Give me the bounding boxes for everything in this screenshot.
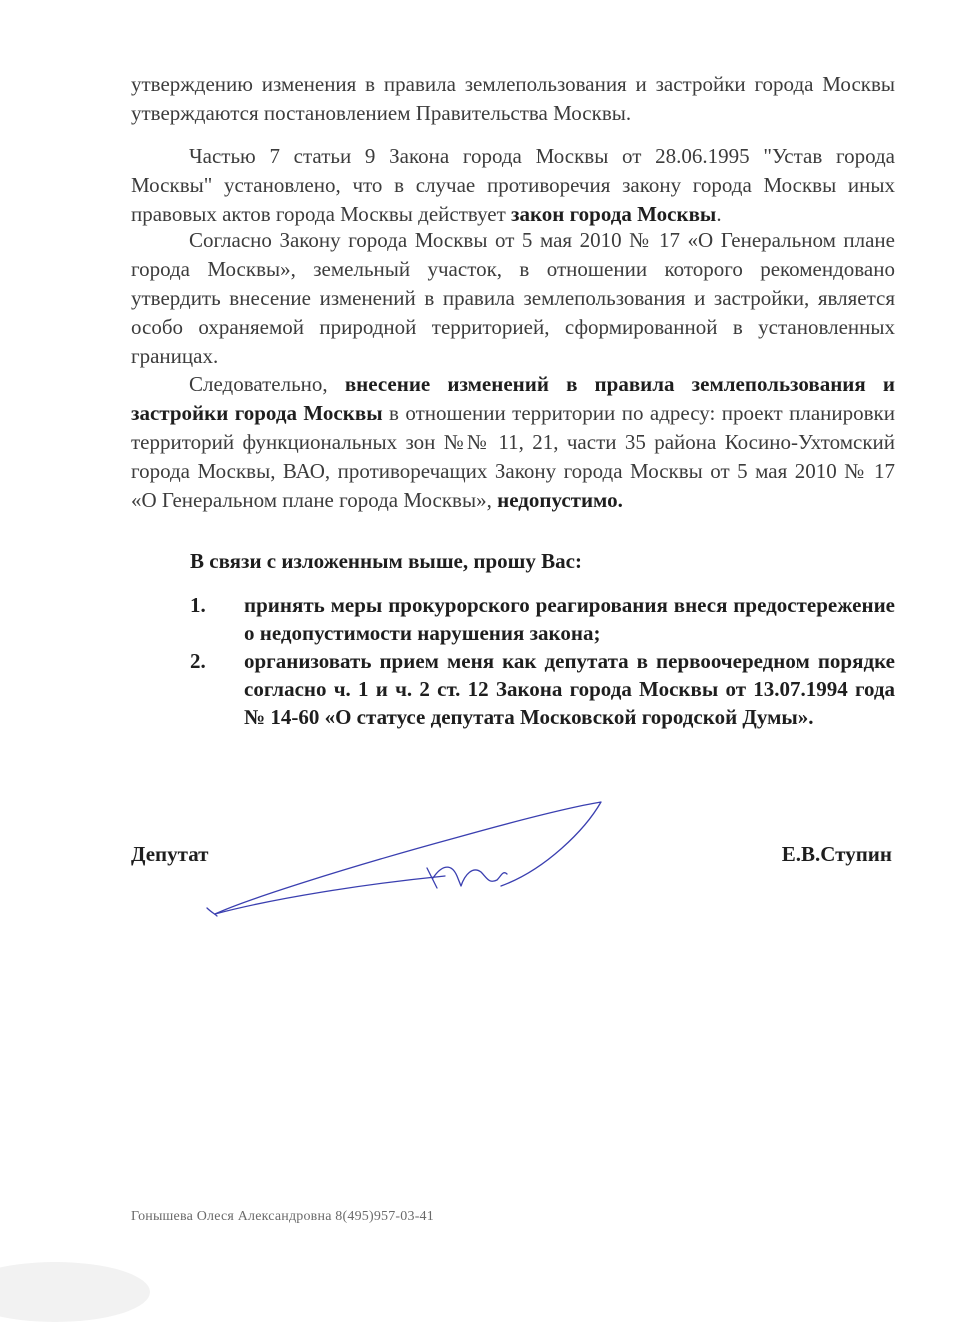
bold-text-run: внесение изменений в правила землепользования и застройки города Москвы <box>131 372 895 425</box>
paragraph-general-plan <box>131 226 895 371</box>
request-intro: В связи с изложенным выше, прошу Вас: <box>190 549 582 573</box>
signatory-role: Депутат <box>131 842 209 866</box>
bold-text-run: недопустимо. <box>497 488 623 512</box>
request-item <box>131 647 895 759</box>
request-number: 2. <box>190 649 206 673</box>
request-text: принять меры прокурорского реагирования внеся предостережение о недопустимости нарушения закона; <box>244 593 895 645</box>
request-text: организовать прием меня как депутата в первоочередном порядке согласно ч. 1 и ч. 2 ст. 12 Закона города Москвы от 13.07.1994 года № 14-60 «О статусе депутата Московской городской Думы». <box>244 649 895 729</box>
paragraph-text <box>131 70 895 128</box>
paragraph-text <box>131 226 895 371</box>
handwritten-signature <box>205 790 615 920</box>
paragraph-city-charter <box>131 142 895 229</box>
text-run: Частью 7 статьи 9 Закона города Москвы от 28.06.1995 "Устав города Москвы" установлено, что в случае противоречия закону города Москвы иных правовых актов города Москвы действует <box>131 144 895 226</box>
paragraph-text <box>131 370 895 515</box>
text-run: Следовательно, <box>189 372 345 396</box>
paragraph-conclusion <box>131 370 895 515</box>
signatory-name: Е.В.Ступин <box>781 842 892 866</box>
paragraph-text <box>131 142 895 229</box>
scan-corner-shadow <box>0 1262 150 1322</box>
text-run: утверждению изменения в правила землепользования и застройки города Москвы утверждаются постановлением Правительства Москвы. <box>131 72 895 125</box>
bold-text-run: закон города Москвы <box>511 202 717 226</box>
footer-contact: Гонышева Олеся Александровна 8(495)957-03-41 <box>131 1209 434 1224</box>
paragraph-continuation <box>131 70 895 128</box>
text-run: в отношении территории по адресу: проект планировки территорий функциональных зон №№ 11, 21, части 35 района Косино-Ухтомский города Москвы, ВАО, противоречащих Закону города Москвы от 5 мая 2010 № 17 «О Генеральном плане города Москвы», <box>131 401 895 512</box>
request-item <box>131 591 895 647</box>
request-number: 1. <box>190 593 206 617</box>
text-run: Согласно Закону города Москвы от 5 мая 2010 № 17 «О Генеральном плане города Москвы», земельный участок, в отношении которого рекомендовано утвердить внесение изменений в правила землепользования и застройки, является особо охраняемой природной территорией, сформированной в установленных границах. <box>131 228 895 368</box>
text-run: . <box>716 202 722 226</box>
